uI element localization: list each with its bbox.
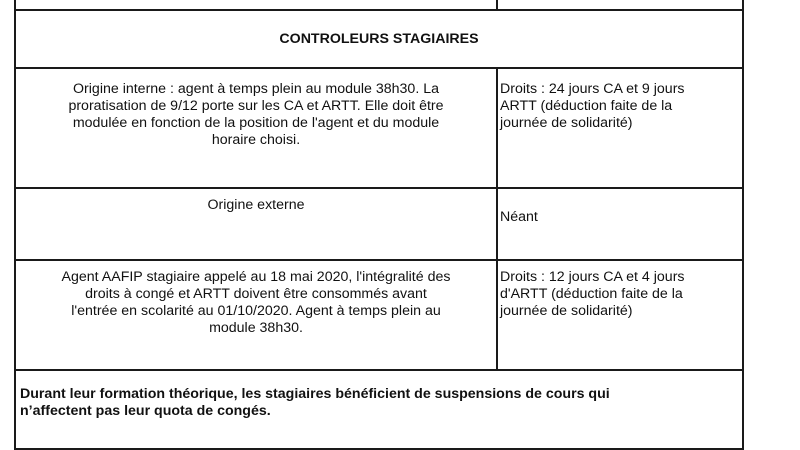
table-row bbox=[15, 188, 743, 260]
footer-note-row bbox=[15, 370, 743, 449]
rights-external-cell: Néant bbox=[497, 188, 743, 260]
previous-section-bottom-row bbox=[15, 0, 743, 10]
table-row bbox=[15, 260, 743, 370]
section-header-row bbox=[15, 10, 743, 68]
controleurs-stagiaires-table bbox=[14, 0, 744, 450]
rights-internal-cell: Droits : 24 jours CA et 9 jours ARTT (déduction faite de la journée de solidarité) bbox=[497, 68, 743, 188]
origin-aafip-cell: Agent AAFIP stagiaire appelé au 18 mai 2020, l'intégralité des droits à congé et ARTT doivent être consommés avant l'entrée en scolarité au 01/10/2020. Agent à temps plein au module 38h30. bbox=[15, 260, 497, 370]
table-row bbox=[15, 68, 743, 188]
previous-cell-right bbox=[497, 0, 743, 10]
origin-external-cell: Origine externe bbox=[15, 188, 497, 260]
section-title: CONTROLEURS STAGIAIRES bbox=[15, 10, 743, 68]
origin-internal-cell: Origine interne : agent à temps plein au module 38h30. La proratisation de 9/12 porte sur les CA et ARTT. Elle doit être modulée en fonction de la position de l'agent et du module horaire choisi. bbox=[15, 68, 497, 188]
rights-aafip-cell: Droits : 12 jours CA et 4 jours d'ARTT (déduction faite de la journée de solidarité) bbox=[497, 260, 743, 370]
training-note: Durant leur formation théorique, les stagiaires bénéficient de suspensions de cours qui n’affectent pas leur quota de congés. bbox=[15, 370, 743, 449]
previous-cell-left bbox=[15, 0, 497, 10]
